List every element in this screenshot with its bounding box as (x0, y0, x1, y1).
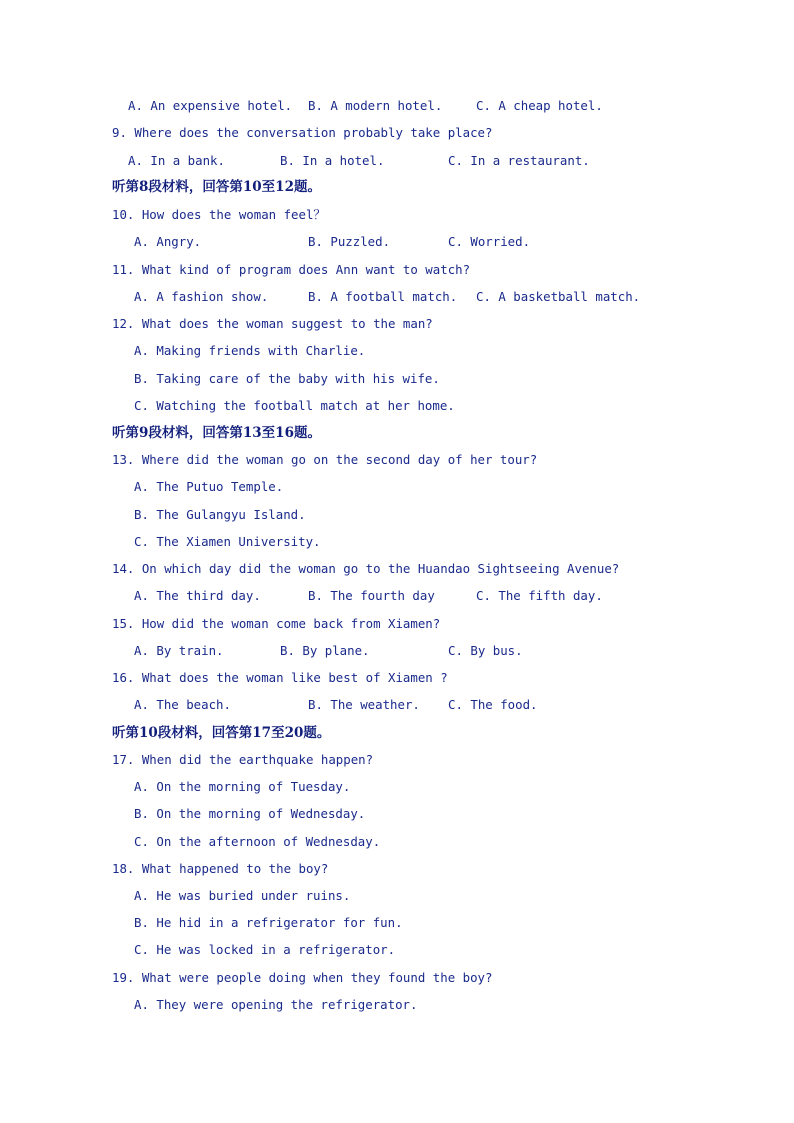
q8-option-b: B. A modern hotel. (308, 98, 443, 113)
q8-option-c: C. A cheap hotel. (476, 98, 603, 113)
q10-option-c: C. Worried. (448, 234, 531, 249)
q15-option-c: C. By bus. (448, 643, 523, 658)
q15-option-a: A. By train. (134, 643, 224, 658)
q17-question: 17. When did the earthquake happen? (112, 752, 374, 767)
q16-option-b: B. The weather. (308, 697, 420, 712)
q12-option-a: A. Making friends with Charlie. (134, 343, 366, 358)
q13-question: 13. Where did the woman go on the second day of her tour? (112, 452, 538, 467)
q9-option-b: B. In a hotel. (280, 153, 385, 168)
q13-option-b: B. The Gulangyu Island. (134, 507, 306, 522)
section-9-heading: 听第9段材料，回答第13至16题。 (112, 425, 321, 441)
q17-option-b: B. On the morning of Wednesday. (134, 806, 366, 821)
section-10-heading: 听第10段材料，回答第17至20题。 (112, 725, 331, 741)
q18-question: 18. What happened to the boy? (112, 861, 329, 876)
q16-option-a: A. The beach. (134, 697, 231, 712)
q18-option-a: A. He was buried under ruins. (134, 888, 351, 903)
q17-option-a: A. On the morning of Tuesday. (134, 779, 351, 794)
q15-question: 15. How did the woman come back from Xiamen? (112, 616, 441, 631)
q18-option-b: B. He hid in a refrigerator for fun. (134, 915, 403, 930)
q13-option-c: C. The Xiamen University. (134, 534, 321, 549)
q19-option-a: A. They were opening the refrigerator. (134, 997, 418, 1012)
q12-option-c: C. Watching the football match at her home. (134, 398, 455, 413)
q17-option-c: C. On the afternoon of Wednesday. (134, 834, 381, 849)
q15-option-b: B. By plane. (280, 643, 370, 658)
q11-option-b: B. A football match. (308, 289, 458, 304)
q9-question: 9. Where does the conversation probably take place? (112, 125, 493, 140)
q14-option-c: C. The fifth day. (476, 588, 603, 603)
q18-option-c: C. He was locked in a refrigerator. (134, 942, 396, 957)
section-8-heading: 听第8段材料，回答第10至12题。 (112, 179, 321, 195)
q14-question: 14. On which day did the woman go to the Huandao Sightseeing Avenue? (112, 561, 620, 576)
q14-option-a: A. The third day. (134, 588, 261, 603)
q14-option-b: B. The fourth day (308, 588, 435, 603)
q19-question: 19. What were people doing when they found the boy? (112, 970, 493, 985)
q9-option-a: A. In a bank. (128, 153, 225, 168)
q12-option-b: B. Taking care of the baby with his wife. (134, 371, 440, 386)
q10-option-b: B. Puzzled. (308, 234, 391, 249)
q10-option-a: A. Angry. (134, 234, 202, 249)
q10-question: 10. How does the woman feel？ (112, 207, 326, 222)
q11-option-a: A. A fashion show. (134, 289, 269, 304)
q9-option-c: C. In a restaurant. (448, 153, 590, 168)
q13-option-a: A. The Putuo Temple. (134, 479, 284, 494)
q11-option-c: C. A basketball match. (476, 289, 641, 304)
q16-option-c: C. The food. (448, 697, 538, 712)
q16-question: 16. What does the woman like best of Xiamen ? (112, 670, 448, 685)
q8-option-a: A. An expensive hotel. (128, 98, 293, 113)
q11-question: 11. What kind of program does Ann want to watch? (112, 262, 471, 277)
q12-question: 12. What does the woman suggest to the man? (112, 316, 433, 331)
